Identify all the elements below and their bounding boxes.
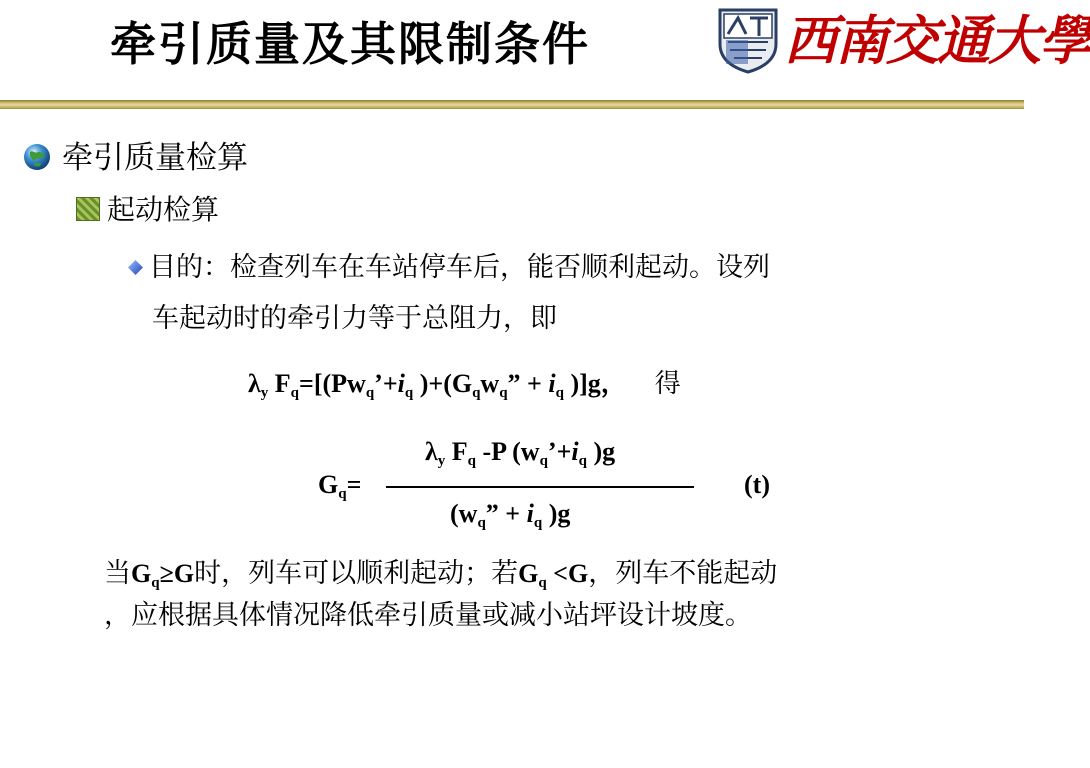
conclusion-paragraph: [104, 553, 984, 637]
diamond-bullet-icon: [128, 260, 143, 275]
square-bullet-icon: [76, 197, 100, 221]
outline-level1-item: [22, 140, 248, 177]
outline-level2-item: [76, 193, 219, 227]
formula-tag: (t): [744, 470, 770, 499]
traction-balance-formula: $\lambda_y$ $F_q=[(Pw_q’+i_q$ )$+(G_qw_q$” + $i_q$ )]g， 得: [248, 369, 681, 401]
formula-numerator: $\lambda_y$ $F_q$ -P ($w_q’+i_q$ )g: [425, 437, 616, 469]
header-divider: [0, 100, 1024, 109]
globe-bullet-icon: [22, 142, 52, 172]
outline-level1-text: 牵引质量检算: [62, 140, 248, 176]
conclusion-line1: 当$G_q\ge G$时，列车可以顺利起动；若$G_q <G$，列车不能起动: [104, 558, 778, 591]
slide-title: 牵引质量及其限制条件: [110, 17, 590, 71]
outline-level2-text: 起动检算: [107, 193, 220, 226]
outline-level3-text-line1: 目的：检查列车在车站停车后，能否顺利起动。设列: [149, 252, 770, 283]
university-emblem-icon: [716, 6, 780, 74]
formula-denominator: ($w_q$” + $i_q$ )g: [450, 499, 571, 531]
outline-level3-continuation: 车起动时的牵引力等于总阻力，即: [152, 303, 557, 334]
fraction-bar: [386, 486, 694, 488]
formula-lhs: $G_q=$: [318, 470, 362, 502]
outline-level3-item: [126, 252, 770, 284]
conclusion-line2: ，应根据具体情况降低牵引质量或减小站坪设计坡度。: [104, 600, 752, 631]
university-name-logo: 西南交通大學: [784, 10, 1090, 72]
